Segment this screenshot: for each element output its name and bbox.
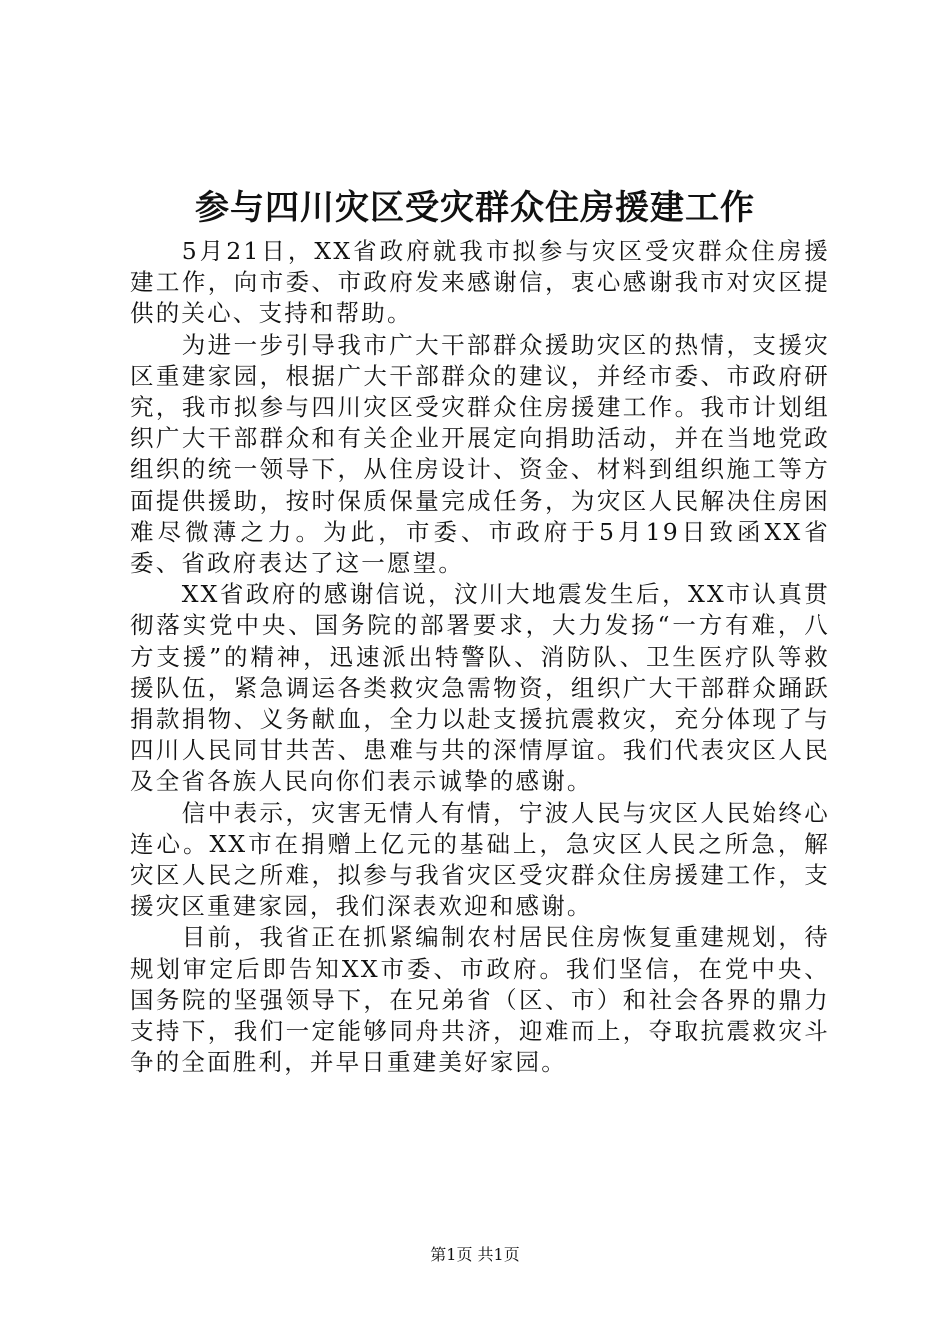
paragraph-5: 目前，我省正在抓紧编制农村居民住房恢复重建规划，待规划审定后即告知XX市委、市政府。我们坚信，在党中央、国务院的坚强领导下，在兄弟省（区、市）和社会各界的鼎力支持下，我们一定能够同舟共济，迎难而上，夺取抗震救灾斗争的全面胜利，并早日重建美好家园。 xyxy=(130,923,830,1077)
paragraph-2: 为进一步引导我市广大干部群众援助灾区的热情，支援灾区重建家园，根据广大干部群众的建议，并经市委、市政府研究，我市拟参与四川灾区受灾群众住房援建工作。我市计划组织广大干部群众和有关企业开展定向捐助活动，并在当地党政组织的统一领导下，从住房设计、资金、材料到组织施工等方面提供援助，按时保质保量完成任务，为灾区人民解决住房困难尽微薄之力。为此，市委、市政府于5月19日致函XX省委、省政府表达了这一愿望。 xyxy=(130,330,830,578)
document-body xyxy=(130,236,830,1078)
page-number-footer: 第1页 共1页 xyxy=(430,1245,520,1264)
page-title: 参与四川灾区受灾群众住房援建工作 xyxy=(195,188,755,228)
paragraph-1: 5月21日，XX省政府就我市拟参与灾区受灾群众住房援建工作，向市委、市政府发来感谢信，衷心感谢我市对灾区提供的关心、支持和帮助。 xyxy=(130,237,830,328)
paragraph-4: 信中表示，灾害无情人有情，宁波人民与灾区人民始终心连心。XX市在捐赠上亿元的基础上，急灾区人民之所急，解灾区人民之所难，拟参与我省灾区受灾群众住房援建工作，支援灾区重建家园，我们深表欢迎和感谢。 xyxy=(130,798,830,921)
paragraph-3: XX省政府的感谢信说，汶川大地震发生后，XX市认真贯彻落实党中央、国务院的部署要求，大力发扬“一方有难，八方支援”的精神，迅速派出特警队、消防队、卫生医疗队等救援队伍，紧急调运各类救灾急需物资，组织广大干部群众踊跃捐款捐物、义务献血，全力以赴支援抗震救灾，充分体现了与四川人民同甘共苦、患难与共的深情厚谊。我们代表灾区人民及全省各族人民向你们表示诚挚的感谢。 xyxy=(130,580,830,796)
